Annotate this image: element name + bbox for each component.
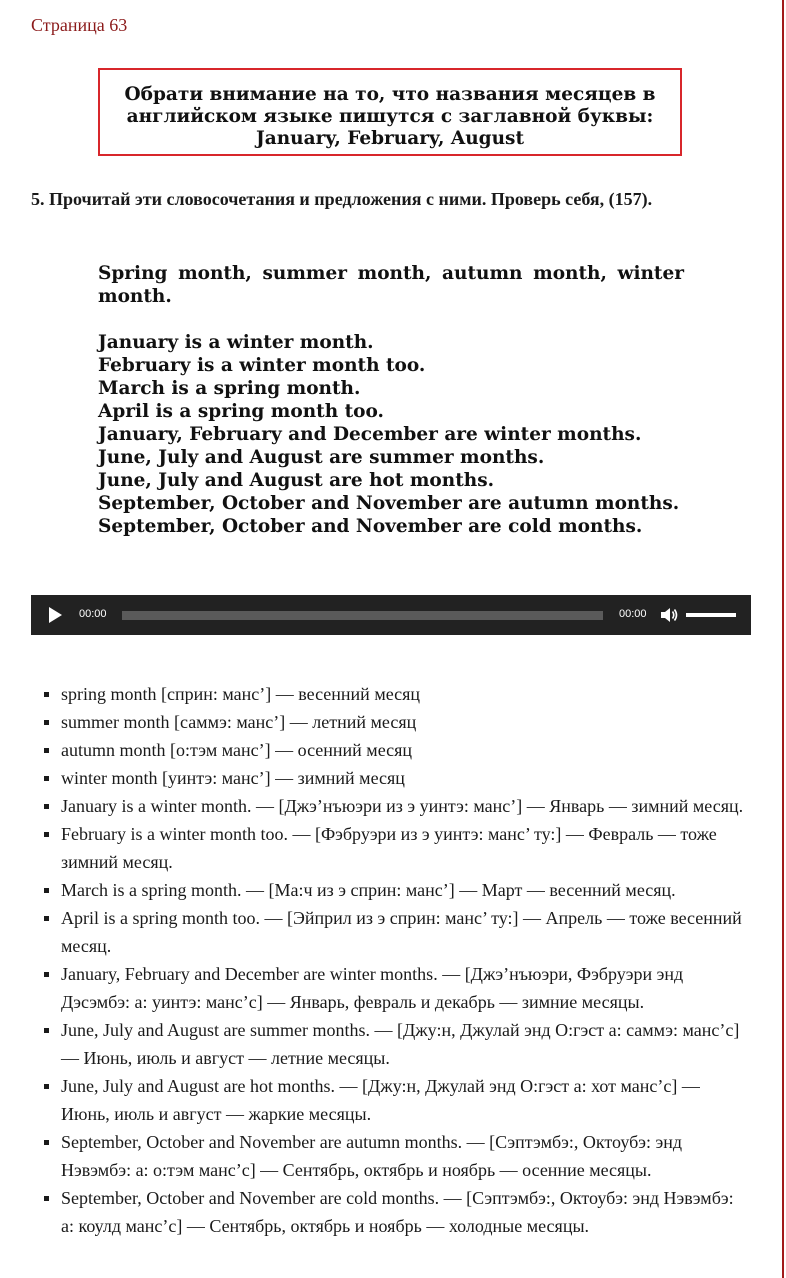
- sentence-1: January is a winter month.: [98, 332, 374, 353]
- note-line-2: английском языке пишутся с заглавной буквы:: [126, 106, 654, 127]
- list-item: June, July and August are hot months. — [Джу:н, Джулай энд О:гэст а: хот манс’с] — Июнь, июль и август — жаркие месяцы.: [31, 1072, 751, 1128]
- sentence-4: April is a spring month too.: [98, 401, 384, 422]
- sentence-2: February is a winter month too.: [98, 355, 426, 376]
- note-line-3: January, February, August: [255, 128, 524, 149]
- list-item: January, February and December are winter months. — [Джэ’нъюэри, Фэбруэри энд Дэсэмбэ: а: уинтэ: манс’с] — Январь, февраль и декабрь — зимние месяцы.: [31, 960, 751, 1016]
- sentence-5: January, February and December are winter months.: [98, 424, 642, 445]
- list-item: summer month [саммэ: манс’] — летний месяц: [31, 708, 751, 736]
- translation-list: [31, 680, 751, 1240]
- list-item: April is a spring month too. — [Эйприл из э сприн: манс’ ту:] — Апрель — тоже весенний месяц.: [31, 904, 751, 960]
- sentence-9: September, October and November are cold months.: [98, 516, 643, 537]
- task-heading: 5. Прочитай эти словосочетания и предложения с ними. Проверь себя, (157).: [31, 189, 653, 209]
- progress-slider[interactable]: [122, 611, 603, 620]
- volume-icon[interactable]: [659, 605, 679, 625]
- audio-player: [31, 595, 751, 635]
- page-link[interactable]: Страница 63: [31, 15, 128, 35]
- list-item: spring month [сприн: манс’] — весенний месяц: [31, 680, 751, 708]
- sentence-3: March is a spring month.: [98, 378, 361, 399]
- textbook-note-box: [98, 68, 682, 156]
- list-item: September, October and November are cold months. — [Сэптэмбэ:, Октоубэ: энд Нэвэмбэ: а: коулд манс’с] — Сентябрь, октябрь и ноябрь — холодные месяцы.: [31, 1184, 751, 1240]
- duration-time: 00:00: [619, 608, 647, 620]
- list-item: September, October and November are autumn months. — [Сэптэмбэ:, Октоубэ: энд Нэвэмбэ: а: о:тэм манс’с] — Сентябрь, октябрь и ноябрь — осенние месяцы.: [31, 1128, 751, 1184]
- right-edge-divider: [782, 0, 784, 1278]
- phrases-line: Spring month, summer month, autumn month, winter month.: [98, 263, 684, 307]
- sentence-6: June, July and August are summer months.: [98, 447, 545, 468]
- current-time: 00:00: [79, 608, 107, 620]
- list-item: autumn month [о:тэм манс’] — осенний месяц: [31, 736, 751, 764]
- textbook-exercise-text: [98, 262, 684, 538]
- note-line-1: Обрати внимание на то, что названия месяцев в: [124, 84, 656, 105]
- list-item: winter month [уинтэ: манс’] — зимний месяц: [31, 764, 751, 792]
- sentence-7: June, July and August are hot months.: [98, 470, 495, 491]
- list-item: March is a spring month. — [Ма:ч из э сприн: манс’] — Март — весенний месяц.: [31, 876, 751, 904]
- play-icon[interactable]: [49, 607, 62, 623]
- volume-slider[interactable]: [686, 613, 736, 617]
- list-item: January is a winter month. — [Джэ’нъюэри из э уинтэ: манс’] — Январь — зимний месяц.: [31, 792, 751, 820]
- list-item: February is a winter month too. — [Фэбруэри из э уинтэ: манс’ ту:] — Февраль — тоже зимний месяц.: [31, 820, 751, 876]
- sentence-8: September, October and November are autumn months.: [98, 493, 680, 514]
- list-item: June, July and August are summer months. — [Джу:н, Джулай энд О:гэст а: саммэ: манс’с] — Июнь, июль и август — летние месяцы.: [31, 1016, 751, 1072]
